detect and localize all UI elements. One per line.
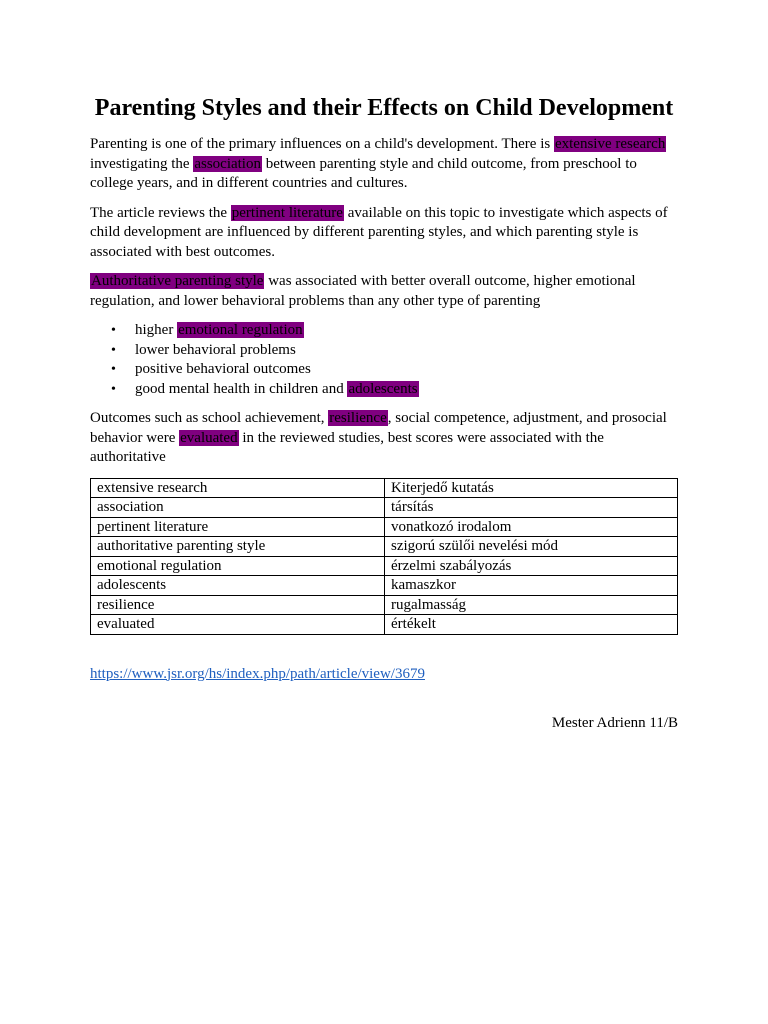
table-row [91, 517, 678, 537]
table-cell-hungarian: vonatkozó irodalom [385, 517, 678, 537]
list-item-text: lower behavioral problems [135, 341, 296, 358]
source-link[interactable]: https://www.jsr.org/hs/index.php/path/article/view/3679 [90, 665, 425, 682]
document-page [90, 92, 678, 734]
table-row [91, 498, 678, 518]
highlight-pertinent-literature: pertinent literature [231, 204, 343, 221]
list-item-text: higher [135, 322, 178, 338]
table-cell-hungarian: társítás [385, 498, 678, 518]
table-cell-hungarian: rugalmasság [385, 595, 678, 615]
table-row [91, 537, 678, 557]
table-cell-hungarian: értékelt [385, 615, 678, 635]
author-signature: Mester Adrienn 11/B [551, 715, 678, 731]
table-cell-english: extensive research [91, 478, 385, 498]
highlight-emotional-regulation: emotional regulation [178, 322, 303, 338]
table-row [91, 556, 678, 576]
paragraph-authoritative [90, 272, 678, 311]
text-run: Outcomes such as school achievement, [90, 410, 329, 426]
table-row [91, 576, 678, 596]
table-cell-english: emotional regulation [91, 556, 385, 576]
list-item [111, 380, 678, 400]
text-run: Parenting is one of the primary influences on a child's development. There is [90, 136, 554, 152]
text-run: available on this topic to investigate which aspects of child development are influenced by different parenting styles, and which parenting style is associated with best outcomes. [90, 204, 668, 260]
table-cell-hungarian: kamaszkor [385, 576, 678, 596]
highlight-adolescents: adolescents [348, 380, 418, 397]
bullet-icon: • [111, 381, 116, 397]
table-row [91, 615, 678, 635]
table-cell-hungarian: szigorú szülői nevelési mód [385, 537, 678, 557]
table-cell-english: authoritative parenting style [91, 537, 385, 557]
text-run: , social competence, adjustment, and prosocial behavior were [90, 410, 667, 446]
text-run: investigating the [90, 155, 194, 172]
table-cell-english: resilience [91, 595, 385, 615]
list-item-text: good mental health in children and [135, 380, 348, 397]
vocabulary-table [90, 478, 678, 635]
table-cell-english: association [91, 498, 385, 518]
text-run: in the reviewed studies, best scores were associated with the authoritative [90, 429, 604, 465]
table-cell-english: adolescents [91, 576, 385, 596]
highlight-resilience: resilience [329, 410, 387, 426]
list-item [111, 341, 678, 361]
table-cell-english: pertinent literature [91, 517, 385, 537]
paragraph-review [90, 204, 678, 263]
highlight-association: association [194, 155, 261, 172]
highlight-extensive-research: extensive research [554, 136, 666, 152]
paragraph-outcomes [90, 409, 678, 468]
list-item-text: positive behavioral outcomes [135, 361, 311, 377]
text-run: between parenting style and child outcome, from preschool to college years, and in different countries and cultures. [90, 155, 637, 191]
bullet-icon: • [111, 323, 116, 338]
list-item [111, 360, 678, 380]
paragraph-intro [90, 135, 678, 194]
table-row [91, 595, 678, 615]
document-title: Parenting Styles and their Effects on Child Development [94, 95, 674, 121]
text-run: was associated with better overall outcome, higher emotional regulation, and lower behavioral problems than any other type of parenting [90, 273, 636, 309]
bullet-icon: • [111, 362, 116, 377]
text-run: The article reviews the [90, 204, 231, 221]
bullet-icon: • [111, 342, 116, 358]
highlight-authoritative-parenting-style: Authoritative parenting style [91, 273, 264, 289]
table-row [91, 478, 678, 498]
outcome-list [90, 321, 678, 399]
table-cell-english: evaluated [91, 615, 385, 635]
highlight-evaluated: evaluated [180, 429, 238, 446]
table-cell-hungarian: érzelmi szabályozás [385, 556, 678, 576]
table-cell-hungarian: Kiterjedő kutatás [385, 478, 678, 498]
list-item [111, 321, 678, 341]
